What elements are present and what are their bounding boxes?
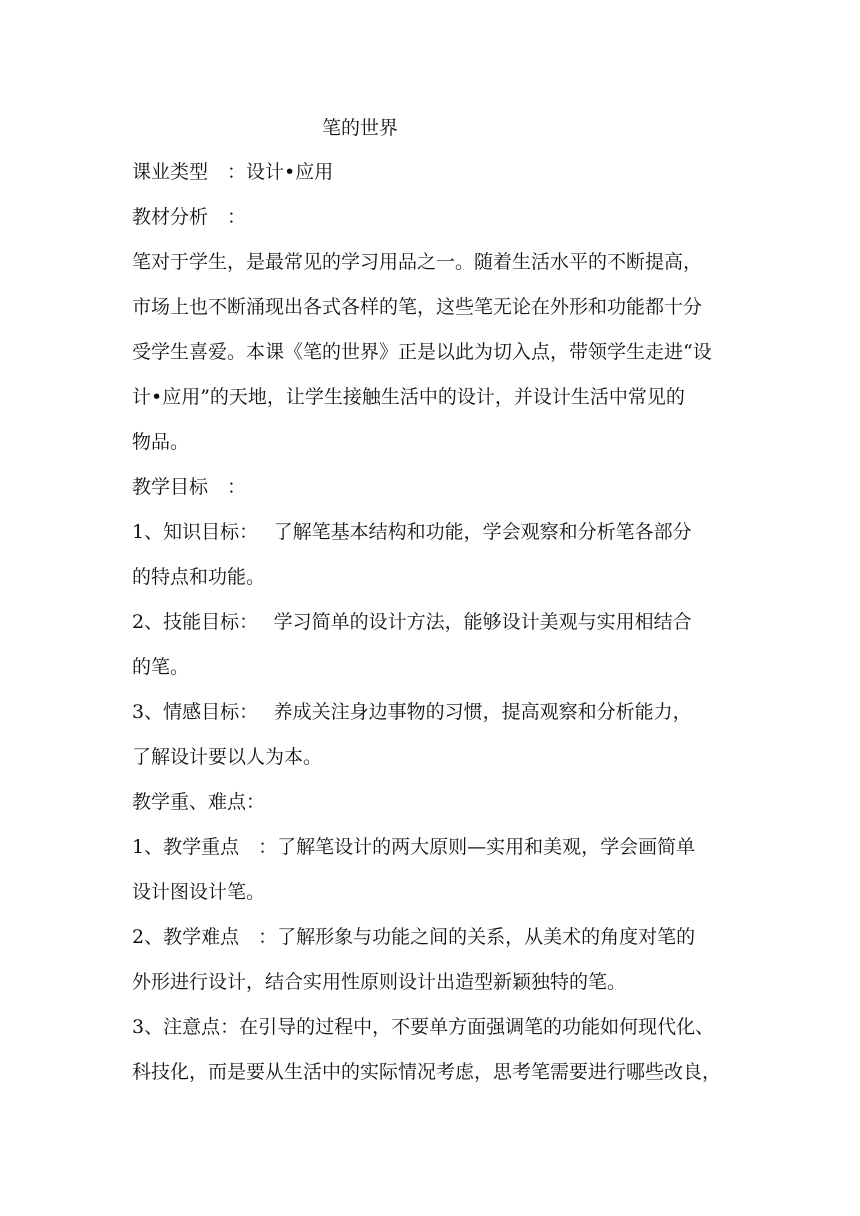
text-line: 2、技能目标： 学习简单的设计方法，能够设计美观与实用相结合 [132, 611, 692, 633]
text-line: 计•应用”的天地，让学生接触生活中的设计，并设计生活中常见的 [132, 386, 685, 408]
document-title: 笔的世界 [322, 117, 399, 139]
text-line: 课业类型 ：设计•应用 [132, 161, 334, 183]
text-line: 3、注意点：在引导的过程中，不要单方面强调笔的功能如何现代化、 [132, 1016, 715, 1038]
text-line: 设计图设计笔。 [132, 881, 266, 903]
text-line: 3、情感目标： 养成关注身边事物的习惯，提高观察和分析能力， [132, 701, 692, 723]
text-line: 受学生喜爱。本课《笔的世界》正是以此为切入点，带领学生走进“设 [132, 341, 712, 363]
text-line: 物品。 [132, 431, 190, 453]
text-line: 1、知识目标： 了解笔基本结构和功能，学会观察和分析笔各部分 [132, 521, 692, 543]
text-line: 教学重、难点： [132, 791, 266, 813]
text-line: 教学目标 ： [132, 476, 247, 498]
text-line: 的笔。 [132, 656, 190, 678]
text-line: 笔对于学生，是最常见的学习用品之一。随着生活水平的不断提高， [132, 251, 703, 273]
text-line: 外形进行设计，结合实用性原则设计出造型新颖独特的笔。 [132, 971, 627, 993]
text-line: 了解设计要以人为本。 [132, 746, 323, 768]
text-line: 的特点和功能。 [132, 566, 266, 588]
text-line: 科技化，而是要从生活中的实际情况考虑，思考笔需要进行哪些改良， [132, 1061, 722, 1083]
text-line: 2、教学难点 ：了解形象与功能之间的关系，从美术的角度对笔的 [132, 926, 696, 948]
text-line: 教材分析 ： [132, 206, 247, 228]
text-line: 1、教学重点 ：了解笔设计的两大原则—实用和美观，学会画简单 [132, 836, 696, 858]
text-line: 市场上也不断涌现出各式各样的笔，这些笔无论在外形和功能都十分 [132, 296, 703, 318]
